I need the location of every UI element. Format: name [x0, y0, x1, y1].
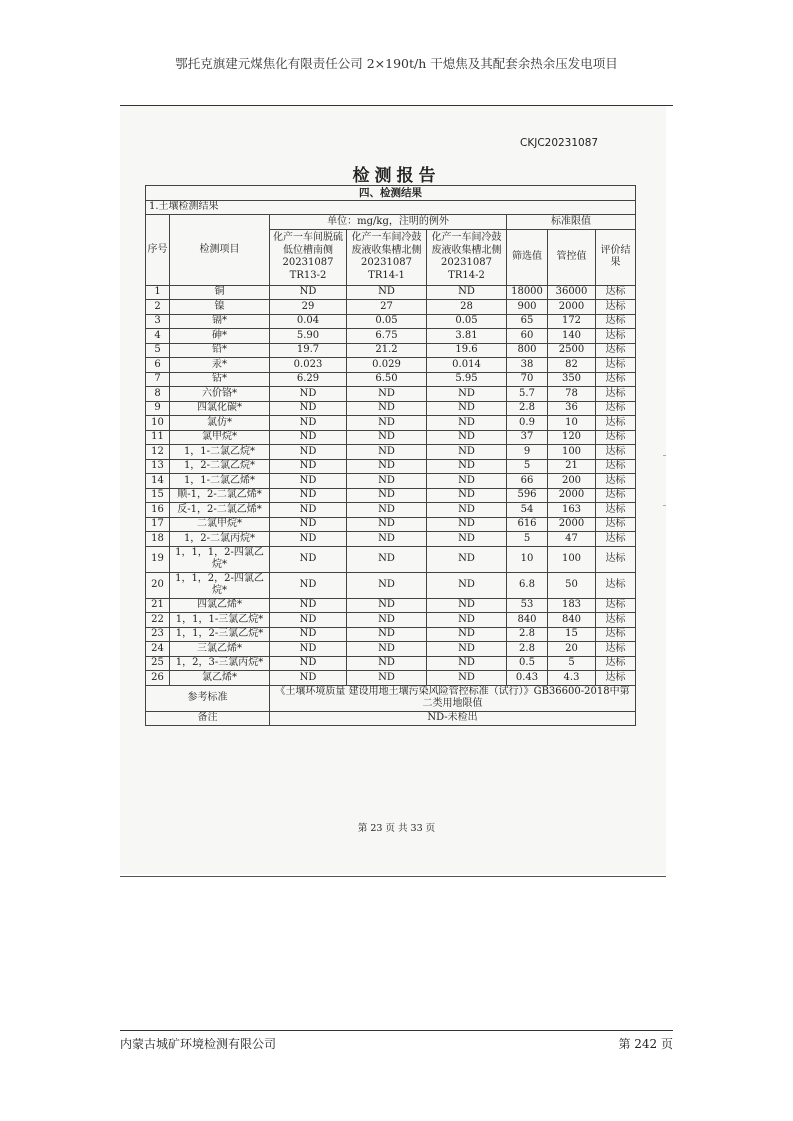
scan-bottom-rule	[120, 876, 666, 877]
row-seq: 7	[146, 372, 170, 387]
row-seq: 21	[146, 598, 170, 613]
row-result: 达标	[596, 671, 636, 686]
row-sample-3: ND	[427, 546, 507, 572]
row-control-value: 78	[548, 387, 596, 402]
report-title: 检测报告	[352, 166, 441, 186]
row-sample-1: 0.04	[270, 314, 347, 329]
row-seq: 2	[146, 300, 170, 315]
footer-company: 内蒙古城矿环境检测有限公司	[120, 1037, 277, 1051]
row-sample-3: ND	[427, 613, 507, 628]
table-row	[146, 642, 636, 657]
row-sample-3: ND	[427, 285, 507, 300]
row-result: 达标	[596, 656, 636, 671]
table-row	[146, 627, 636, 642]
row-sample-3: 0.014	[427, 358, 507, 373]
row-sample-2: ND	[347, 387, 427, 402]
row-screening-value: 60	[507, 329, 548, 344]
table-row	[146, 416, 636, 431]
row-sample-2: 27	[347, 300, 427, 315]
row-item: 砷*	[170, 329, 270, 344]
row-item: 反-1，2-二氯乙烯*	[170, 503, 270, 518]
row-screening-value: 37	[507, 430, 548, 445]
row-seq: 22	[146, 613, 170, 628]
row-sample-3: 19.6	[427, 343, 507, 358]
header-seq: 序号	[146, 215, 170, 286]
row-sample-2: ND	[347, 503, 427, 518]
header-sample-1: 化产一车间脱硫低位槽南侧 20231087 TR13-2	[270, 229, 347, 285]
row-seq: 12	[146, 445, 170, 460]
row-sample-1: ND	[270, 671, 347, 686]
row-control-value: 163	[548, 503, 596, 518]
row-sample-1: ND	[270, 532, 347, 547]
row-seq: 11	[146, 430, 170, 445]
row-item: 二氯甲烷*	[170, 517, 270, 532]
row-result: 达标	[596, 329, 636, 344]
row-result: 达标	[596, 300, 636, 315]
row-seq: 14	[146, 474, 170, 489]
row-sample-2: ND	[347, 572, 427, 598]
row-result: 达标	[596, 627, 636, 642]
row-item: 1，1，1，2-四氯乙烷*	[170, 546, 270, 572]
row-sample-3: ND	[427, 488, 507, 503]
row-sample-1: ND	[270, 546, 347, 572]
row-item: 四氯乙烯*	[170, 598, 270, 613]
row-screening-value: 2.8	[507, 642, 548, 657]
row-sample-2: 6.50	[347, 372, 427, 387]
row-screening-value: 53	[507, 598, 548, 613]
row-sample-1: ND	[270, 517, 347, 532]
row-sample-2: ND	[347, 285, 427, 300]
row-screening-value: 596	[507, 488, 548, 503]
row-sample-1: 19.7	[270, 343, 347, 358]
row-control-value: 21	[548, 459, 596, 474]
row-screening-value: 900	[507, 300, 548, 315]
table-row	[146, 329, 636, 344]
row-screening-value: 10	[507, 546, 548, 572]
row-sample-1: 6.29	[270, 372, 347, 387]
row-sample-1: ND	[270, 656, 347, 671]
row-sample-1: ND	[270, 488, 347, 503]
row-control-value: 120	[548, 430, 596, 445]
row-control-value: 100	[548, 546, 596, 572]
section-title: 四、检测结果	[146, 186, 636, 201]
row-seq: 9	[146, 401, 170, 416]
row-item: 1，1，2，2-四氯乙烷*	[170, 572, 270, 598]
row-sample-2: 0.029	[347, 358, 427, 373]
row-result: 达标	[596, 598, 636, 613]
row-seq: 15	[146, 488, 170, 503]
row-sample-3: ND	[427, 532, 507, 547]
row-sample-3: ND	[427, 430, 507, 445]
row-item: 铜	[170, 285, 270, 300]
row-seq: 17	[146, 517, 170, 532]
row-item: 1，1，1-三氯乙烷*	[170, 613, 270, 628]
row-item: 1，2，3-三氯丙烷*	[170, 656, 270, 671]
row-result: 达标	[596, 445, 636, 460]
row-sample-2: ND	[347, 445, 427, 460]
row-item: 顺-1，2-二氯乙烯*	[170, 488, 270, 503]
row-sample-2: ND	[347, 430, 427, 445]
header-screening-value: 筛选值	[507, 229, 548, 285]
row-sample-1: ND	[270, 598, 347, 613]
table-row	[146, 572, 636, 598]
reference-label: 参考标准	[146, 685, 270, 711]
report-number: CKJC20231087	[520, 137, 599, 149]
row-sample-1: ND	[270, 642, 347, 657]
scan-tick-mark	[663, 505, 666, 506]
row-screening-value: 0.43	[507, 671, 548, 686]
header-control-value: 管控值	[548, 229, 596, 285]
row-control-value: 2500	[548, 343, 596, 358]
row-result: 达标	[596, 546, 636, 572]
row-result: 达标	[596, 503, 636, 518]
reference-standard: 《土壤环境质量 建设用地土壤污染风险管控标准（试行）》GB36600-2018中第二类用地限值	[270, 685, 636, 711]
row-item: 四氯化碳*	[170, 401, 270, 416]
row-control-value: 15	[548, 627, 596, 642]
row-seq: 18	[146, 532, 170, 547]
row-result: 达标	[596, 642, 636, 657]
row-seq: 8	[146, 387, 170, 402]
row-sample-3: ND	[427, 387, 507, 402]
row-control-value: 2000	[548, 300, 596, 315]
row-sample-2: ND	[347, 488, 427, 503]
row-sample-2: ND	[347, 532, 427, 547]
note-value: ND-未检出	[270, 711, 636, 726]
row-result: 达标	[596, 572, 636, 598]
table-row	[146, 656, 636, 671]
row-result: 达标	[596, 517, 636, 532]
footer-rule	[120, 1030, 673, 1031]
row-control-value: 140	[548, 329, 596, 344]
row-seq: 19	[146, 546, 170, 572]
row-sample-2: ND	[347, 401, 427, 416]
row-sample-2: 21.2	[347, 343, 427, 358]
row-item: 1，2-二氯乙烷*	[170, 459, 270, 474]
row-sample-2: ND	[347, 627, 427, 642]
row-sample-3: ND	[427, 416, 507, 431]
row-sample-3: ND	[427, 598, 507, 613]
row-sample-2: ND	[347, 517, 427, 532]
row-sample-3: 28	[427, 300, 507, 315]
row-result: 达标	[596, 430, 636, 445]
page-header: 鄂托克旗建元煤焦化有限责任公司 2×190t/h 干熄焦及其配套余热余压发电项目	[175, 56, 618, 71]
row-result: 达标	[596, 372, 636, 387]
table-row	[146, 372, 636, 387]
row-control-value: 4.3	[548, 671, 596, 686]
row-screening-value: 2.8	[507, 401, 548, 416]
row-sample-1: ND	[270, 430, 347, 445]
row-seq: 25	[146, 656, 170, 671]
row-item: 六价铬*	[170, 387, 270, 402]
row-sample-2: ND	[347, 416, 427, 431]
row-item: 汞*	[170, 358, 270, 373]
row-sample-2: ND	[347, 474, 427, 489]
table-row	[146, 488, 636, 503]
row-seq: 13	[146, 459, 170, 474]
row-result: 达标	[596, 459, 636, 474]
row-result: 达标	[596, 343, 636, 358]
row-result: 达标	[596, 416, 636, 431]
row-sample-2: ND	[347, 642, 427, 657]
header-item: 检测项目	[170, 215, 270, 286]
row-seq: 3	[146, 314, 170, 329]
row-sample-1: ND	[270, 503, 347, 518]
header-sample-2: 化产一车间冷鼓废液收集槽北侧 20231087 TR14-1	[347, 229, 427, 285]
row-item: 铅*	[170, 343, 270, 358]
inner-page-number: 第 23 页 共 33 页	[357, 823, 436, 834]
subsection-title: 1.土壤检测结果	[146, 200, 636, 215]
row-control-value: 10	[548, 416, 596, 431]
row-result: 达标	[596, 488, 636, 503]
row-item: 钴*	[170, 372, 270, 387]
row-seq: 4	[146, 329, 170, 344]
row-sample-2: ND	[347, 546, 427, 572]
row-result: 达标	[596, 474, 636, 489]
row-result: 达标	[596, 285, 636, 300]
table-row	[146, 598, 636, 613]
table-row	[146, 532, 636, 547]
row-control-value: 20	[548, 642, 596, 657]
row-sample-3: ND	[427, 642, 507, 657]
row-control-value: 50	[548, 572, 596, 598]
row-seq: 24	[146, 642, 170, 657]
row-item: 1，1-二氯乙烷*	[170, 445, 270, 460]
row-screening-value: 9	[507, 445, 548, 460]
row-sample-2: ND	[347, 598, 427, 613]
row-sample-3: ND	[427, 572, 507, 598]
row-result: 达标	[596, 532, 636, 547]
row-sample-3: ND	[427, 445, 507, 460]
table-row	[146, 474, 636, 489]
row-control-value: 47	[548, 532, 596, 547]
table-row	[146, 503, 636, 518]
row-screening-value: 5	[507, 459, 548, 474]
row-seq: 10	[146, 416, 170, 431]
row-control-value: 2000	[548, 488, 596, 503]
row-seq: 1	[146, 285, 170, 300]
row-item: 1，1-二氯乙烯*	[170, 474, 270, 489]
row-sample-3: ND	[427, 671, 507, 686]
row-sample-1: ND	[270, 474, 347, 489]
row-screening-value: 5	[507, 532, 548, 547]
row-screening-value: 54	[507, 503, 548, 518]
row-sample-2: 6.75	[347, 329, 427, 344]
row-screening-value: 18000	[507, 285, 548, 300]
row-sample-3: ND	[427, 517, 507, 532]
table-row	[146, 387, 636, 402]
row-control-value: 172	[548, 314, 596, 329]
header-standard-group: 标准限值	[507, 215, 636, 230]
header-sample-3: 化产一车间冷鼓废液收集槽北侧 20231087 TR14-2	[427, 229, 507, 285]
row-screening-value: 5.7	[507, 387, 548, 402]
row-screening-value: 38	[507, 358, 548, 373]
row-seq: 20	[146, 572, 170, 598]
row-screening-value: 6.8	[507, 572, 548, 598]
table-row	[146, 401, 636, 416]
row-control-value: 82	[548, 358, 596, 373]
row-result: 达标	[596, 387, 636, 402]
row-sample-1: ND	[270, 387, 347, 402]
row-item: 三氯乙烯*	[170, 642, 270, 657]
footer-page-number: 第 242 页	[618, 1037, 673, 1051]
row-sample-2: ND	[347, 671, 427, 686]
row-control-value: 183	[548, 598, 596, 613]
row-item: 氯仿*	[170, 416, 270, 431]
header-unit-note: 单位：mg/kg，注明的例外	[270, 215, 507, 230]
row-sample-1: ND	[270, 285, 347, 300]
note-label: 备注	[146, 711, 270, 726]
row-item: 氯乙烯*	[170, 671, 270, 686]
table-row	[146, 459, 636, 474]
table-row	[146, 358, 636, 373]
table-row	[146, 613, 636, 628]
table-row	[146, 671, 636, 686]
row-control-value: 36000	[548, 285, 596, 300]
row-item: 氯甲烷*	[170, 430, 270, 445]
table-row	[146, 314, 636, 329]
row-control-value: 100	[548, 445, 596, 460]
row-sample-3: 3.81	[427, 329, 507, 344]
row-sample-2: 0.05	[347, 314, 427, 329]
row-sample-1: ND	[270, 459, 347, 474]
row-sample-3: ND	[427, 459, 507, 474]
scan-tick-mark	[663, 455, 666, 456]
row-control-value: 350	[548, 372, 596, 387]
row-sample-1: ND	[270, 627, 347, 642]
row-screening-value: 616	[507, 517, 548, 532]
table-row	[146, 285, 636, 300]
row-sample-1: 5.90	[270, 329, 347, 344]
table-row	[146, 517, 636, 532]
row-seq: 26	[146, 671, 170, 686]
row-sample-1: ND	[270, 416, 347, 431]
soil-results-table	[145, 185, 636, 726]
row-seq: 5	[146, 343, 170, 358]
header-evaluation: 评价结果	[596, 229, 636, 285]
table-row	[146, 300, 636, 315]
row-control-value: 2000	[548, 517, 596, 532]
row-sample-3: 0.05	[427, 314, 507, 329]
row-sample-2: ND	[347, 656, 427, 671]
row-seq: 16	[146, 503, 170, 518]
row-item: 1，1，2-三氯乙烷*	[170, 627, 270, 642]
row-item: 1，2-二氯丙烷*	[170, 532, 270, 547]
row-screening-value: 65	[507, 314, 548, 329]
row-result: 达标	[596, 358, 636, 373]
row-sample-3: ND	[427, 627, 507, 642]
row-control-value: 5	[548, 656, 596, 671]
row-sample-1: 0.023	[270, 358, 347, 373]
table-row	[146, 445, 636, 460]
row-screening-value: 66	[507, 474, 548, 489]
row-screening-value: 70	[507, 372, 548, 387]
row-sample-3: ND	[427, 503, 507, 518]
row-sample-1: 29	[270, 300, 347, 315]
row-sample-3: ND	[427, 401, 507, 416]
row-sample-3: 5.95	[427, 372, 507, 387]
row-result: 达标	[596, 314, 636, 329]
row-seq: 23	[146, 627, 170, 642]
row-screening-value: 2.8	[507, 627, 548, 642]
row-screening-value: 840	[507, 613, 548, 628]
row-control-value: 840	[548, 613, 596, 628]
row-item: 镍	[170, 300, 270, 315]
row-screening-value: 0.9	[507, 416, 548, 431]
row-sample-1: ND	[270, 445, 347, 460]
table-row	[146, 343, 636, 358]
row-control-value: 36	[548, 401, 596, 416]
row-sample-1: ND	[270, 401, 347, 416]
row-sample-2: ND	[347, 613, 427, 628]
row-seq: 6	[146, 358, 170, 373]
row-result: 达标	[596, 401, 636, 416]
row-sample-3: ND	[427, 474, 507, 489]
row-sample-1: ND	[270, 613, 347, 628]
table-row	[146, 430, 636, 445]
row-sample-2: ND	[347, 459, 427, 474]
row-control-value: 200	[548, 474, 596, 489]
row-sample-3: ND	[427, 656, 507, 671]
row-sample-1: ND	[270, 572, 347, 598]
row-screening-value: 800	[507, 343, 548, 358]
row-screening-value: 0.5	[507, 656, 548, 671]
table-row	[146, 546, 636, 572]
row-result: 达标	[596, 613, 636, 628]
row-item: 镉*	[170, 314, 270, 329]
